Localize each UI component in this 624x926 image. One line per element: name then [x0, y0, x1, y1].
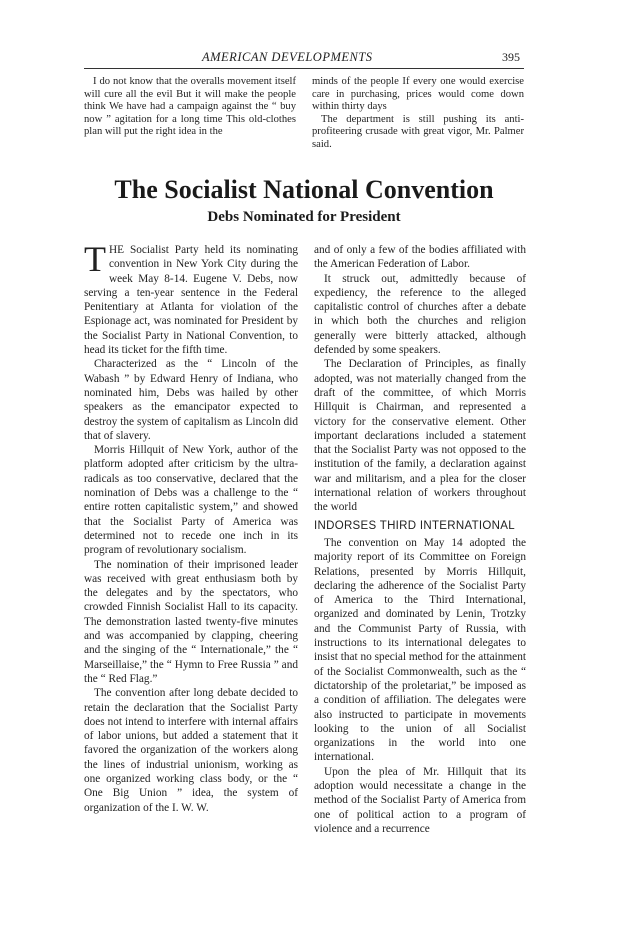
article-left-column [84, 239, 298, 815]
previous-article-left-column [84, 76, 296, 139]
paragraph: I do not know that the overalls movement itself will cure all the evil But it will make the people think We have had a campaign against the “ buy now ” agitation for a long time This old-clothes plan will put the right idea in the [84, 76, 296, 138]
paragraph: The convention on May 14 adopted the majority report of its Committee on Foreign Relations, presented by Morris Hillquit, declaring the adherence of the Socialist Party of America to the Third International, organized and dominated by Lenin, Trotzky and the Communist Party of Russia, with instructions to its international delegates to insist that no special method for the attainment of the Socialist Commonwealth, such as the “ dictatorship of the proletariat,” be imposed as a condition of affiliation. The delegates were also instructed to participate in movements looking to the union of all Socialist organizations in the world into one international. [314, 536, 526, 764]
paragraph: The Declaration of Principles, as finally adopted, was not materially changed from the draft of the committee, of which Morris Hillquit is Chairman, and represented a victory for the conservative element. Other important declarations included a statement that the Socialist Party was not opposed to the institution of the family, a declaration against war and militarism, and a plea for the closer international relation of workers throughout the world [314, 358, 526, 514]
article-title: The Socialist National Convention [114, 175, 494, 204]
paragraph: The convention after long debate decided to retain the declaration that the Socialist Party does not intend to interfere with internal affairs of labor unions, but added a statement that it favored the organization of the workers along the lines of industrial unionism, working as one organized working class body, or the “ One Big Union ” idea, the system of organization of the I. W. W. [84, 687, 298, 814]
running-title: AMERICAN DEVELOPMENTS [202, 50, 373, 64]
paragraph: It struck out, admittedly because of expediency, the reference to the alleged capitalistic control of churches after a debate in which both the churches and religion generally were bitterly attacked, although defended by some speakers. [314, 272, 526, 357]
paragraph: minds of the people If every one would exercise care in purchasing, prices would come down within thirty days [312, 76, 524, 113]
paragraph: Characterized as the “ Lincoln of the Wabash ” by Edward Henry of Indiana, who nominated him, Debs was hailed by other speakers as the emancipator expected to destroy the system of capitalism as Lincoln did that of slavery. [84, 358, 298, 442]
paragraph: Upon the plea of Mr. Hillquit that its adoption would necessitate a change in the method of the Socialist Party of America from one of political action to a program of violence and a recurrence [314, 765, 526, 835]
paragraph: Morris Hillquit of New York, author of the platform adopted after criticism by the ultra-radicals as too conservative, declared that the nomination of Debs was a challenge to the “ entire rotten capitalistic system,” and showed that the Socialist Party of America was determined not to recede one inch in its program of revolutionary socialism. [84, 444, 298, 557]
previous-article-right-column [312, 76, 524, 152]
drop-cap: T [84, 239, 106, 279]
section-heading: INDORSES THIRD INTERNATIONAL [314, 519, 515, 532]
paragraph: The nomination of their imprisoned leader was received with great enthusiasm both by the delegates and by the spectators, who crowded Finnish Socialist Hall to its capacity. The demonstration lasted twenty-five minutes and was accompanied by clapping, cheering and the singing of the “ Internationale,” the “ Marseillaise,” the “ Hymn to Free Russia ” and the “ Red Flag.” [84, 558, 298, 685]
article-right-column [314, 243, 526, 836]
running-header [84, 48, 524, 69]
paragraph-text: HE Socialist Party held its nominating convention in New York City during the week May 8-14. Eugene V. Debs, now serving a ten-year sentence in the Federal Penitentiary at Atlanta for violation of the Espionage act, was nominated for President by the Socialist Party in National Convention, to head its ticket for the fifth time. [84, 244, 298, 357]
article-subtitle: Debs Nominated for President [207, 209, 401, 225]
paragraph: and of only a few of the bodies affiliated with the American Federation of Labor. [314, 244, 526, 271]
paragraph [84, 239, 298, 357]
paragraph: The department is still pushing its anti-profiteering crusade with great vigor, Mr. Palmer said. [312, 113, 524, 150]
page-number: 395 [502, 50, 520, 64]
